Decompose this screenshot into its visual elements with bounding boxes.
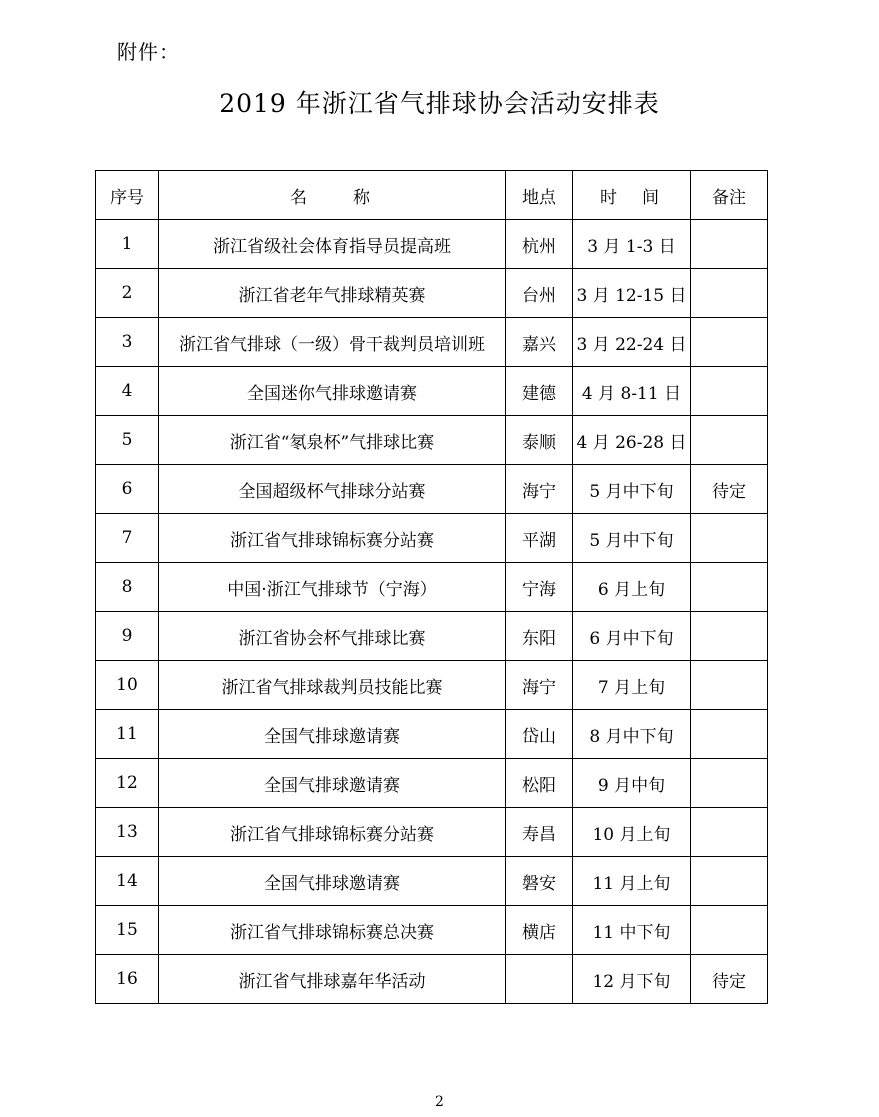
cell-time: 7 月上旬 — [573, 661, 691, 710]
cell-time: 9 月中旬 — [573, 759, 691, 808]
header-name: 名 称 — [159, 171, 506, 220]
cell-place: 横店 — [506, 906, 573, 955]
cell-name: 全国气排球邀请赛 — [159, 710, 506, 759]
table-row — [96, 318, 768, 367]
cell-time: 3 月 12-15 日 — [573, 269, 691, 318]
cell-place: 海宁 — [506, 465, 573, 514]
table-row — [96, 220, 768, 269]
header-time: 时 间 — [573, 171, 691, 220]
cell-note — [691, 710, 768, 759]
cell-name: 浙江省气排球（一级）骨干裁判员培训班 — [159, 318, 506, 367]
cell-place: 台州 — [506, 269, 573, 318]
cell-place: 磐安 — [506, 857, 573, 906]
cell-place: 海宁 — [506, 661, 573, 710]
cell-note — [691, 563, 768, 612]
attachment-label: 附件： — [117, 40, 180, 64]
cell-name: 浙江省协会杯气排球比赛 — [159, 612, 506, 661]
table-row — [96, 367, 768, 416]
cell-name: 全国气排球邀请赛 — [159, 759, 506, 808]
cell-no: 8 — [96, 563, 159, 612]
table-row — [96, 710, 768, 759]
cell-note — [691, 220, 768, 269]
cell-note — [691, 416, 768, 465]
cell-no: 13 — [96, 808, 159, 857]
table-header-row — [96, 171, 768, 220]
cell-time: 6 月上旬 — [573, 563, 691, 612]
table-row — [96, 857, 768, 906]
cell-time: 3 月 1-3 日 — [573, 220, 691, 269]
table-row — [96, 808, 768, 857]
cell-time: 12 月下旬 — [573, 955, 691, 1004]
cell-name: 全国迷你气排球邀请赛 — [159, 367, 506, 416]
cell-note — [691, 514, 768, 563]
header-note: 备注 — [691, 171, 768, 220]
cell-no: 11 — [96, 710, 159, 759]
cell-no: 9 — [96, 612, 159, 661]
cell-place: 宁海 — [506, 563, 573, 612]
cell-name: 浙江省气排球裁判员技能比赛 — [159, 661, 506, 710]
cell-no: 16 — [96, 955, 159, 1004]
cell-note — [691, 661, 768, 710]
cell-note — [691, 857, 768, 906]
cell-name: 全国气排球邀请赛 — [159, 857, 506, 906]
cell-note — [691, 906, 768, 955]
cell-time: 10 月上旬 — [573, 808, 691, 857]
cell-no: 3 — [96, 318, 159, 367]
table-row — [96, 416, 768, 465]
cell-no: 14 — [96, 857, 159, 906]
cell-no: 15 — [96, 906, 159, 955]
table-row — [96, 906, 768, 955]
cell-no: 1 — [96, 220, 159, 269]
cell-time: 4 月 26-28 日 — [573, 416, 691, 465]
cell-no: 2 — [96, 269, 159, 318]
cell-place: 杭州 — [506, 220, 573, 269]
cell-note: 待定 — [691, 465, 768, 514]
cell-place: 泰顺 — [506, 416, 573, 465]
cell-place: 东阳 — [506, 612, 573, 661]
cell-note — [691, 612, 768, 661]
cell-place: 建德 — [506, 367, 573, 416]
cell-place: 松阳 — [506, 759, 573, 808]
table-row — [96, 465, 768, 514]
cell-no: 4 — [96, 367, 159, 416]
table-row — [96, 514, 768, 563]
cell-no: 7 — [96, 514, 159, 563]
table-row — [96, 661, 768, 710]
cell-time: 11 中下旬 — [573, 906, 691, 955]
document-title: 2019 年浙江省气排球协会活动安排表 — [219, 89, 660, 118]
table-row — [96, 759, 768, 808]
cell-time: 5 月中下旬 — [573, 514, 691, 563]
header-no: 序号 — [96, 171, 159, 220]
cell-name: 浙江省气排球锦标赛分站赛 — [159, 514, 506, 563]
cell-time: 6 月中下旬 — [573, 612, 691, 661]
cell-name: 中国·浙江气排球节（宁海） — [159, 563, 506, 612]
cell-name: 浙江省“氡泉杯”气排球比赛 — [159, 416, 506, 465]
cell-time: 5 月中下旬 — [573, 465, 691, 514]
cell-no: 5 — [96, 416, 159, 465]
table-row — [96, 612, 768, 661]
cell-note — [691, 808, 768, 857]
cell-note: 待定 — [691, 955, 768, 1004]
header-place: 地点 — [506, 171, 573, 220]
cell-name: 浙江省气排球锦标赛总决赛 — [159, 906, 506, 955]
cell-name: 浙江省气排球锦标赛分站赛 — [159, 808, 506, 857]
page-number: 2 — [435, 1094, 444, 1110]
cell-place: 嘉兴 — [506, 318, 573, 367]
cell-time: 8 月中下旬 — [573, 710, 691, 759]
cell-note — [691, 367, 768, 416]
cell-place — [506, 955, 573, 1004]
cell-place: 寿昌 — [506, 808, 573, 857]
schedule-table — [95, 170, 768, 1004]
cell-name: 全国超级杯气排球分站赛 — [159, 465, 506, 514]
table-row — [96, 955, 768, 1004]
cell-name: 浙江省老年气排球精英赛 — [159, 269, 506, 318]
cell-name: 浙江省气排球嘉年华活动 — [159, 955, 506, 1004]
cell-time: 11 月上旬 — [573, 857, 691, 906]
cell-no: 10 — [96, 661, 159, 710]
cell-place: 岱山 — [506, 710, 573, 759]
cell-no: 12 — [96, 759, 159, 808]
cell-note — [691, 759, 768, 808]
table-row — [96, 269, 768, 318]
cell-name: 浙江省级社会体育指导员提高班 — [159, 220, 506, 269]
table-row — [96, 563, 768, 612]
cell-time: 3 月 22-24 日 — [573, 318, 691, 367]
cell-place: 平湖 — [506, 514, 573, 563]
cell-no: 6 — [96, 465, 159, 514]
cell-note — [691, 318, 768, 367]
cell-time: 4 月 8-11 日 — [573, 367, 691, 416]
cell-note — [691, 269, 768, 318]
